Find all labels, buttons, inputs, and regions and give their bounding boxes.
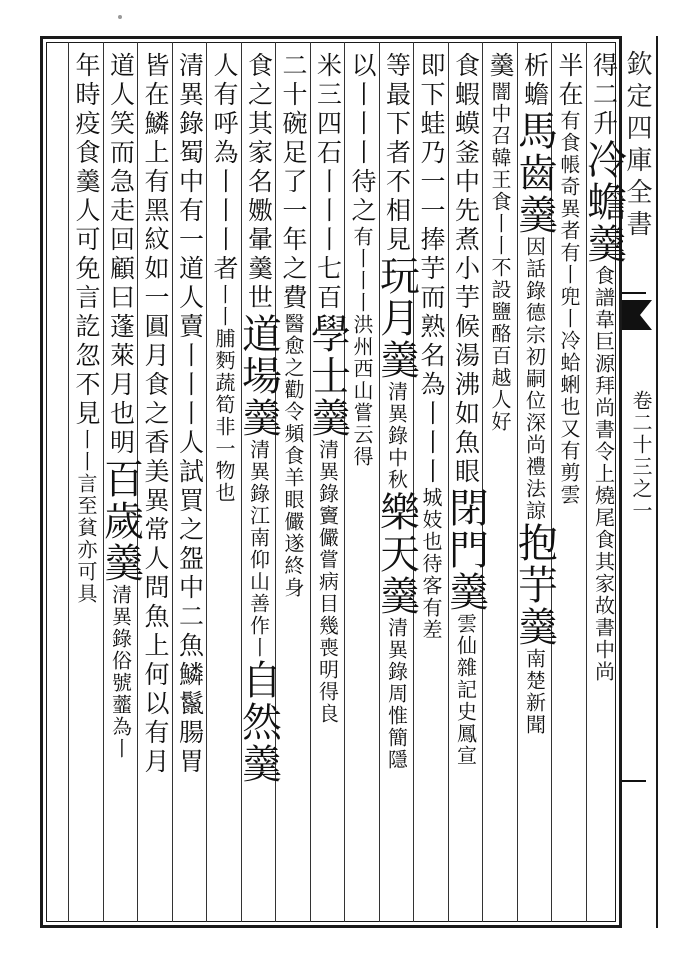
text-segment: 醫愈之勸令頻食羊眼儼遂終身 xyxy=(281,313,305,599)
text-column xyxy=(273,52,313,922)
text-segment: 雲仙雜記史鳳宣 xyxy=(453,613,478,767)
volume-label: 卷二十三之一 xyxy=(629,390,653,522)
text-segment: 人有呼為丨丨丨者 xyxy=(210,52,239,284)
dish-heading: 馬齒羹 xyxy=(511,110,558,236)
text-segment: 羹 xyxy=(486,52,515,81)
text-segment: 清異錄江南仰山善作丨 xyxy=(246,439,271,659)
divider-line xyxy=(622,780,646,782)
text-column xyxy=(97,52,144,922)
text-segment: 二十碗足了一年之費 xyxy=(279,52,308,313)
text-segment: 南楚新聞 xyxy=(522,648,547,736)
text-column xyxy=(66,52,106,922)
text-segment: 清異錄竇儼嘗病目幾喪明得良 xyxy=(315,439,340,725)
dish-heading: 自然羹 xyxy=(235,659,282,785)
dish-heading: 百歲羹 xyxy=(97,458,144,584)
text-column xyxy=(373,52,420,922)
text-segment: 清異錄中秋 xyxy=(384,381,409,491)
text-segment: 皆在鱗上有黑紋如一圓月食之香美異常人問魚上何以有月 xyxy=(141,52,170,777)
text-segment: 因話錄德宗初嗣位深尚禮法諒 xyxy=(522,236,547,522)
text-column xyxy=(170,52,210,922)
text-column xyxy=(411,52,451,922)
dish-heading: 玩月羹 xyxy=(373,255,420,381)
text-column xyxy=(204,52,244,922)
text-column xyxy=(442,52,489,922)
text-column xyxy=(304,52,351,922)
text-segment: 清異錄周惟簡隱 xyxy=(384,617,409,771)
text-segment: 有食帳奇異者有丨兜丨冷蛤蜊也又有剪雲 xyxy=(557,110,581,506)
dish-heading: 學士羹 xyxy=(304,313,351,439)
text-segment: 清異錄俗號虀為丨 xyxy=(108,584,133,760)
dish-heading: 樂天羹 xyxy=(373,491,420,617)
scan-speck xyxy=(118,15,122,19)
text-segment: 闇中召韓王食丨丨不設鹽酪 xyxy=(488,81,512,345)
dish-heading: 抱芋羹 xyxy=(511,522,558,648)
text-segment: 洪州西山嘗云得 xyxy=(350,314,374,468)
dish-heading: 閉門羹 xyxy=(442,487,489,613)
text-segment: 有丨丨丨 xyxy=(350,226,374,314)
text-segment: 年時疫食羹人可免言訖忽不見 xyxy=(72,52,101,429)
text-segment: 百越人好 xyxy=(488,345,512,433)
text-segment: 食譜韋巨源拜尚書令上燒尾食其家故書中尚 xyxy=(591,265,616,683)
dish-heading: 冷蟾羹 xyxy=(580,139,627,265)
text-column xyxy=(235,52,282,922)
text-segment: 得二升 xyxy=(589,52,619,139)
text-segment: 等最下者不相見 xyxy=(382,52,412,255)
text-segment: 清異錄蜀中有一道人賣丨丨丨人試買之盌中二魚鱗鬣腸胃 xyxy=(175,52,205,777)
text-segment: 城妓也待客有差 xyxy=(419,487,443,641)
text-segment: 米三四石丨丨丨七百 xyxy=(313,52,343,313)
text-segment: 以丨丨丨待之 xyxy=(348,52,377,226)
book-title: 欽定四庫全書 xyxy=(622,50,652,242)
text-segment: 丨丨脯麪蔬筍非一物也 xyxy=(212,284,236,504)
text-segment: 析蟾 xyxy=(520,52,550,110)
text-segment: 半在 xyxy=(555,52,584,110)
text-segment: 丨丨言至貧亦可具 xyxy=(74,429,98,605)
text-column xyxy=(342,52,382,922)
text-column xyxy=(511,52,558,922)
text-segment: 道人笑而急走回顧曰蓬萊月也明 xyxy=(106,52,136,458)
divider-line xyxy=(622,292,646,294)
text-segment: 食蝦蟆釜中先煮小芋候湯沸如魚眼 xyxy=(451,52,481,487)
text-column xyxy=(580,52,627,922)
text-segment: 食之其家名嫐暈羹世 xyxy=(244,52,274,313)
text-segment: 即下蛙乃一一捧芋而熟名為丨丨丨 xyxy=(417,52,446,487)
dish-heading: 道場羹 xyxy=(235,313,282,439)
